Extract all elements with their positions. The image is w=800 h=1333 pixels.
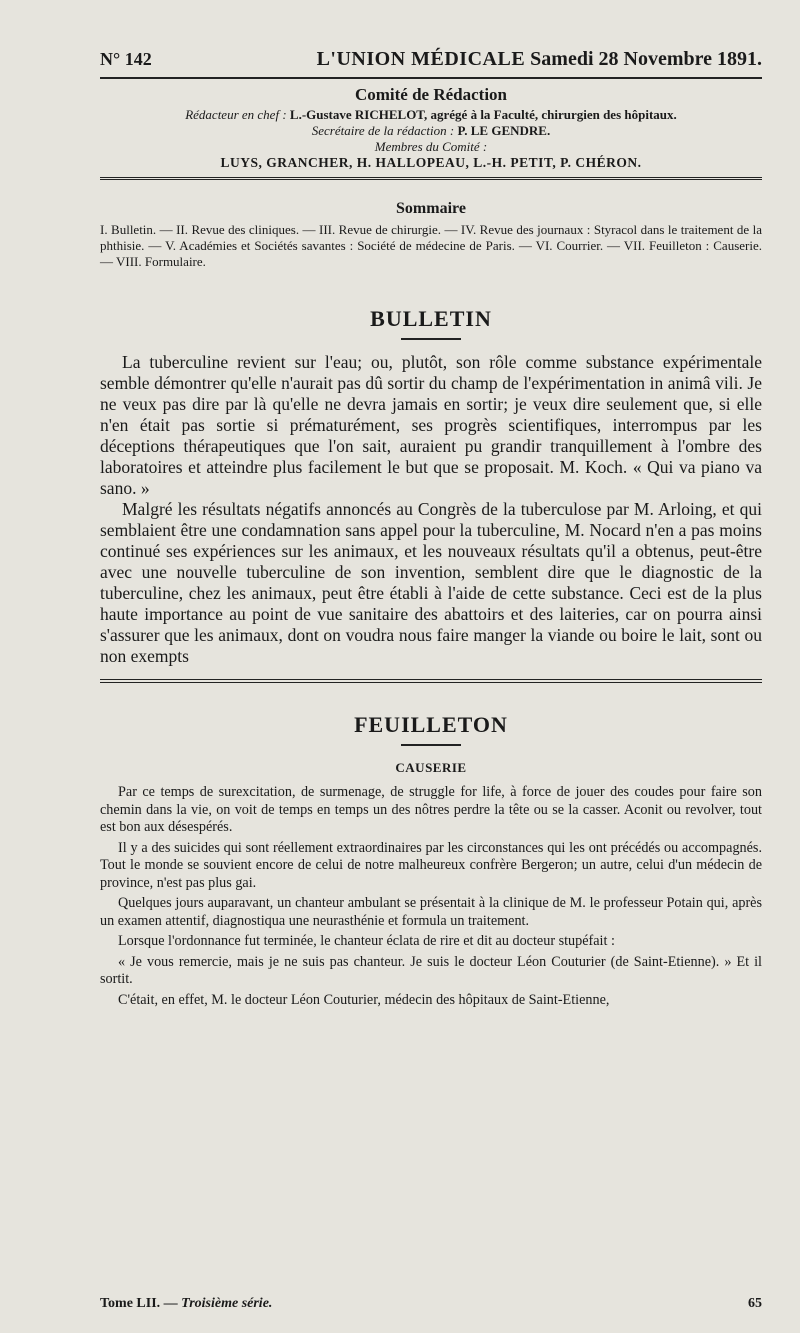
feuilleton-paragraph-4: Lorsque l'ordonnance fut terminée, le chanteur éclata de rire et dit au docteur stupéfait : <box>118 933 615 949</box>
feuilleton-paragraph-5: « Je vous remercie, mais je ne suis pas chanteur. Je suis le docteur Léon Couturier (de Saint-Etienne). » Et il sortit. <box>100 953 762 987</box>
sommaire-title: Sommaire <box>396 200 466 217</box>
feuilleton-title: FEUILLETON <box>354 712 508 737</box>
masthead-rule <box>100 77 762 79</box>
bulletin-paragraph-1: La tuberculine revient sur l'eau; ou, plutôt, son rôle comme substance expérimentale semble démontrer qu'elle n'aurait pas dû sortir du champ de l'expérimentation in animâ vili. Je ne veux pas dire par là qu'elle ne devra jamais en sortir; je veux dire seulement que, si elle n'en était pas sortie si prématurément, ses progrès scientifiques, interrompus par les déceptions thérapeutiques que l'on sait, auraient pu grandir tranquillement à l'ombre des laboratoires et atteindre plus facilement le but que se proposait. M. Koch. « Qui va piano va sano. » <box>100 352 762 498</box>
membres-list: LUYS, GRANCHER, H. HALLOPEAU, L.-H. PETIT, P. CHÉRON. <box>220 155 642 170</box>
feuilleton-paragraph-2: Il y a des suicides qui sont réellement extraordinaires par les circonstances qui les ont précédés ou accompagnés. Tout le monde se souvient encore de celui de notre malheureux confrère Bergeron; un autre, celui d'un médecin de province, n'est pas plus gai. <box>100 839 762 891</box>
tome-line <box>100 1296 272 1312</box>
issue-date: Samedi 28 Novembre 1891. <box>530 48 762 70</box>
comite-rule <box>100 177 762 182</box>
causerie-title: CAUSERIE <box>395 760 467 775</box>
bulletin-paragraph-2: Malgré les résultats négatifs annoncés au Congrès de la tuberculose par M. Arloing, et qui semblaient être une condamnation sans appel pour la tuberculine, M. Nocard n'en a pas moins continué ses expériences sur les animaux, et les nouveaux résultats qu'il a obtenus, peut-être avec une nouvelle tuberculine de son invention, semblent dire que le diagnostic de la tuberculine, chez les animaux, peut être établi à l'aide de cette substance. Ceci est de la plus haute importance au point de vue sanitaire des abattoirs et des laiteries, car on pourra ainsi s'assurer que les animaux, dont on voudra nous faire manger la viande ou boire le lait, sont ou non exempts <box>100 499 762 666</box>
feuilleton-paragraph-3: Quelques jours auparavant, un chanteur ambulant se présentait à la clinique de M. le professeur Potain qui, après un examen attentif, diagnostiqua une neurasthénie et formula un traitement. <box>100 895 762 929</box>
feuilleton-body <box>100 784 762 1009</box>
feuilleton-rule <box>401 744 461 746</box>
redacteur-name: L.-Gustave RICHELOT, agrégé à la Faculté, chirurgien des hôpitaux. <box>289 107 677 122</box>
serie-label: Troisième série. <box>181 1296 273 1311</box>
secretaire-label: Secrétaire de la rédaction : <box>311 123 455 138</box>
issue-number: N° 142 <box>100 49 152 69</box>
feuilleton-paragraph-6: C'était, en effet, M. le docteur Léon Couturier, médecin des hôpitaux de Saint-Etienne, <box>118 991 610 1008</box>
bulletin-body <box>100 352 762 667</box>
redacteur-line <box>100 107 762 123</box>
redacteur-label: Rédacteur en chef : <box>185 107 287 122</box>
masthead <box>100 48 762 71</box>
sommaire-text: I. Bulletin. — II. Revue des cliniques. — III. Revue de chirurgie. — IV. Revue des journaux : Styracol dans le traitement de la phthisie. — V. Académies et Sociétés savantes : Société de médecine de Paris. — VI. Courrier. — VII. Feuilleton : Causerie. — VIII. Formulaire. <box>100 222 762 269</box>
feuilleton-paragraph-1: Par ce temps de surexcitation, de surmenage, de struggle for life, à force de jouer des coudes pour faire son chemin dans la vie, on voit de temps en temps un des nôtres perdre la tête ou se la casser. Aconit ou revolver, tout est bon aux désespérés. <box>100 784 762 835</box>
journal-title: L'UNION MÉDICALE <box>316 48 526 70</box>
bulletin-title: BULLETIN <box>370 306 492 331</box>
bulletin-rule <box>401 338 461 340</box>
membres-label <box>100 139 762 155</box>
tome-label: Tome LII. — <box>100 1296 178 1311</box>
page-number: 65 <box>748 1296 762 1311</box>
secretaire-name: P. LE GENDRE. <box>457 123 551 138</box>
page-footer <box>100 1296 762 1312</box>
secretaire-line <box>100 123 762 139</box>
section-divider <box>100 679 762 686</box>
membres-label-text: Membres du Comité : <box>374 139 488 154</box>
comite-title: Comité de Rédaction <box>354 85 508 104</box>
